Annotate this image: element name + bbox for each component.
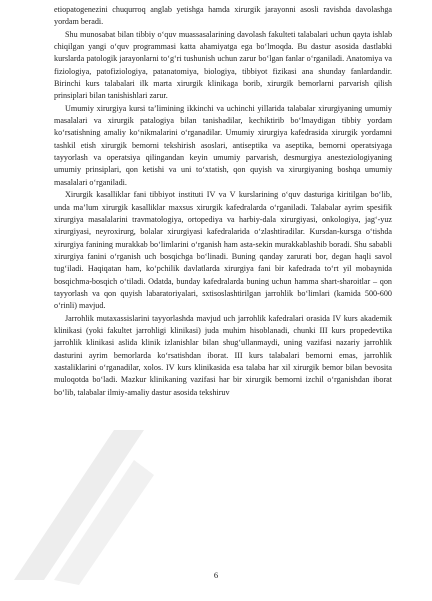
text-line: kafedralari orasida IV kurs akademik klinikasi (yoki fakultet jarrohligi [54,313,393,335]
text-line: talabalari uchun qayta ishlab chiqilgan yangi o‘quv programmasi katta [54,29,393,52]
text-line: ahamiyatga ega bo‘lmoqda. Bu dastur asosida dastlabki kurslarda [54,42,393,64]
text-line: umumiy prinsiplari, qon ketishi va uni to‘xtatish, qon quyish va [54,165,285,175]
paragraph [54,313,392,399]
text-line: o‘rganiladi. Anatomiya va fiziologiya, patofiziologiya, patanatomiya, [54,54,392,76]
text-line: hamma shart-sharoitlar – qon tayyorlash va qon quyish labaratoriyalari, [54,276,392,298]
watermark-graphic [0,420,164,590]
text-line: xirurgiyaning boshqa umumiy masalalari o‘rganiladi. [54,165,393,187]
text-line: qanday zarurati bor, degan haqli savol tug‘iladi. Haqiqatan ham, [54,251,393,274]
text-line: etiopatogenezini chuqurroq anglab yetishga hamda xirurgik jarayonni [54,5,296,14]
text-line: talabalar xirurgiyaning umumiy masalalari va xirurgik patalogiya bilan [54,103,392,126]
text-line: nazariy jarrohlik dasturini ayrim bemorlarda ko‘rsatishdan iborat. III kurs [54,338,392,360]
text-line: Xirurgik kasalliklar fani tibbiyot instituti IV va V kurslarining o‘quv [65,190,301,200]
document-body [54,4,392,399]
text-line: tanishadilar, kechiktirib bo‘lmaydigan tibbiy yordam ko‘rsatishning [54,116,393,138]
text-line: o‘rganishdan iborat bo‘lib, talabalar ilmiy-amaliy dastur asosida tekshiruv [54,375,393,397]
text-line: talabalari ilk marta xirurgik klinikaga borib, xirurgik bemorlarni parvarish [104,79,369,89]
text-line: onkologiya, jag‘-yuz xirurgiyasi, neyroxirurg, bolalar xirurgiyasi [54,214,393,237]
text-line: biologiya, tibbiyot fizikasi ana shunday fanlardandir. Birinchi kurs [54,66,393,89]
text-line: Jarrohlik mutaxassislarini tayyorlashda mavjud uch jarrohlik [65,313,266,323]
text-line: amaliy ko‘nikmalarini o‘rganadilar. Umumiy xirurgiya kafedrasida [103,128,329,138]
page-number: 6 [213,570,219,580]
paragraph [54,103,392,189]
text-line: antiseptika va aseptika, bemorni operatsiyaga tayyorlash va operatsiya [54,140,392,163]
text-line: Shu sababli xirurgiya fanini o‘rganish uch bosqichga bo‘linadi. Buning [54,239,392,261]
paragraph [54,189,392,312]
text-line: dasturiga kiritilgan bo‘lib, unda ma’lum xirurgik kasalliklar maxsus [54,190,393,212]
text-line: klinikasi aslida klinik izlanishlar bilan shug‘ullanmaydi, uning vazifasi [86,338,332,348]
text-line: ko‘pchilik davlatlarda xirurgiya fani bir kafedrada to‘rt yil mobaynida [145,264,392,274]
text-line: asosli ravishda davolashga yordam beradi. [54,5,392,27]
paragraph [54,4,392,29]
text-line: masalalarini travmatologiya, ortopediya va harbiy-dala xirurgiyasi, [88,214,318,224]
watermark-stamp [0,420,164,590]
text-line: Umumiy xirurgiya kursi ta’limining ikkinchi va uchinchi yillarida [65,103,285,113]
text-line: sxtisoslashtirilgan jarrohlik bo‘limlari (kamida 500-600 o‘rinli) mavjud. [54,288,392,311]
text-line: xirurgik yordamni tashkil etish xirurgik bemorni tekshirish asoslari, [54,128,393,150]
text-line: patologik jarayonlarni to‘g‘ri tushunish uchun zarur bo‘lgan fanlar [86,54,305,64]
text-line: kafedralarida o‘zlashtiradilar. Kursdan-kursga o‘tishda xirurgiya fanining [54,227,392,249]
text-line: bosqichma-bosqich o‘tiladi. Odatda, bunday kafedralarda buning uchun [54,276,292,286]
text-line: qilingandan keyin umumiy parvarish, desmurgiya anesteziologiyaning [145,153,393,163]
text-line: klinikasi) juda muhim hisoblanadi, chunki III kurs propedevtika jarrohlik [54,325,392,348]
text-line: murakkab bo‘limlarini o‘rganish ham asta-sekin murakkablashib boradi. [115,239,352,249]
text-line: talabalari bemorni emas, jarrohlik xastaliklarini o‘rganadilar, xolos. IV [54,350,392,372]
text-line: bo‘ladi. Mazkur klinikaning vazifasi har bir xirurgik bemorni izchil [92,375,324,385]
text-line: kurs klinikasida esa talaba har xil xirurgik bemor bilan bevosita muloqotda [54,362,392,385]
paragraph [54,29,392,103]
text-line: xirurgik kafedralarda o‘rganiladi. Talabalar ayrim spesifik xirurgiya [54,202,393,224]
text-line: qilish prinsiplari bilan tanishishlari zarur. [54,79,392,101]
text-line: Shu munosabat bilan tibbiy o‘quv muassasalarining davolash fakulteti [65,29,296,39]
